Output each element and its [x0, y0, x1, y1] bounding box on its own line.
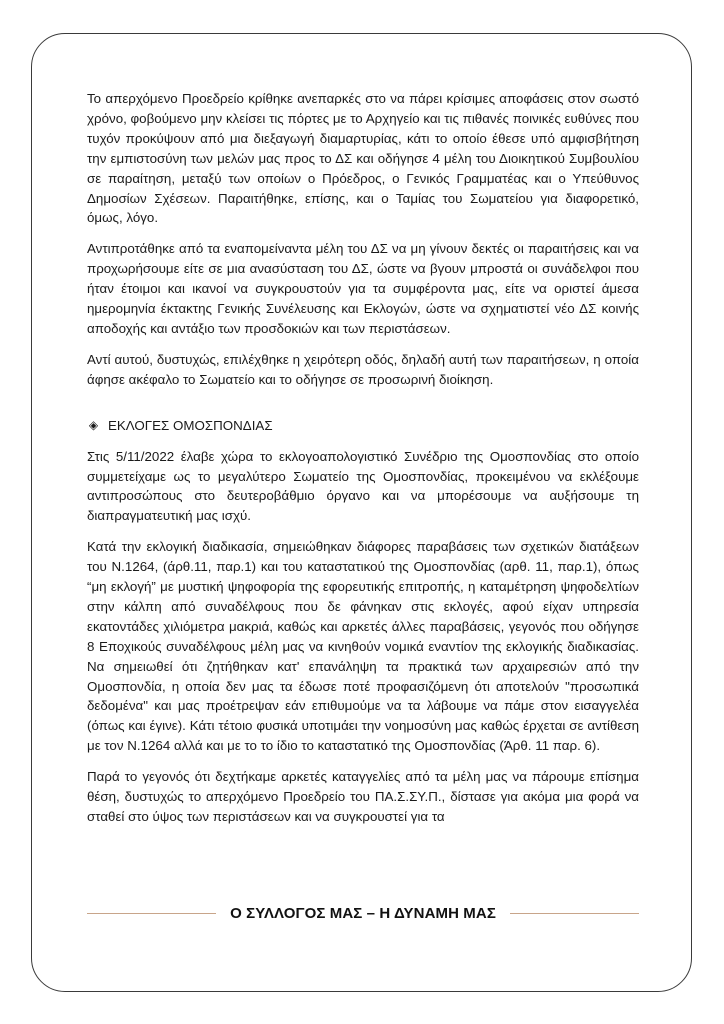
footer-slogan: Ο ΣΥΛΛΟΓΟΣ ΜΑΣ – Η ΔΥΝΑΜΗ ΜΑΣ: [230, 904, 496, 922]
footer-rule-right: [510, 913, 639, 914]
page-footer: [87, 902, 639, 924]
body-paragraph: Αντί αυτού, δυστυχώς, επιλέχθηκε η χειρότερη οδός, δηλαδή αυτή των παραιτήσεων, η οποία άφησε ακέφαλο το Σωματείο και το οδήγησε σε προσωρινή διοίκηση.: [87, 351, 639, 387]
section-heading-text: ΕΚΛΟΓΕΣ ΟΜΟΣΠΟΝΔΙΑΣ: [108, 417, 273, 433]
section-heading: [87, 416, 639, 436]
footer-rule-left: [87, 913, 216, 914]
diamond-bullet-icon: ◈: [88, 417, 99, 432]
body-paragraph: Κατά την εκλογική διαδικασία, σημειώθηκαν διάφορες παραβάσεις των σχετικών διατάξεων του Ν.1264, (άρθ.11, παρ.1) και του καταστατικού της Ομοσπονδίας (αρθ. 11, παρ.1), όπως “μη εκλογή” με μυστική ψηφοφορία της εφορευτικής επιτροπής, η καταμέτρηση ψηφοδελτίων στην κάλπη από συναδέλφους που δε φάνηκαν στις εκλογές, αφού είχαν υπηρεσία εκατοντάδες χιλιόμετρα μακριά, καθώς και αρκετές άλλες παραβάσεις, γεγονός που οδήγησε 8 Εποχικούς συναδέλφους μέλη μας να κινηθούν νομικά εναντίον της εκλογικής διαδικασίας. Να σημειωθεί ότι ζητήθηκαν κατ' επανάληψη τα πρακτικά των αρχαιρεσιών από την Ομοσπονδία, η οποία δεν μας τα έδωσε ποτέ προφασιζόμενη ότι αποτελούν "προσωπικά δεδομένα" και μας προέτρεψαν εάν επιθυμούμε να τα λάβουμε να πάμε στον εισαγγελέα (όπως και έγινε). Κάτι τέτοιο φυσικά υποτιμάει την νοημοσύνη μας καθώς έρχεται σε αντίθεση με τον Ν.1264 αλλά και με το το ίδιο το καταστατικό της Ομοσπονδίας (Άρθ. 11 παρ. 6).: [87, 539, 639, 754]
body-paragraph: Αντιπροτάθηκε από τα εναπομείναντα μέλη του ΔΣ να μη γίνουν δεκτές οι παραιτήσεις και να προχωρήσουμε είτε σε μια ανασύσταση του ΔΣ, ώστε να βγουν μπροστά οι συνάδελφοι που ήταν έτοιμοι και ικανοί να συγκρουστούν για τα συμφέροντα μας, είτε να οριστεί άμεσα ημερομηνία έκτακτης Γενικής Συνέλευσης και Εκλογών, ώστε να σχηματιστεί νέο ΔΣ κοινής αποδοχής και αντάξιο των προσδοκιών και των περιστάσεων.: [87, 241, 639, 336]
body-paragraph: Το απερχόμενο Προεδρείο κρίθηκε ανεπαρκές στο να πάρει κρίσιμες αποφάσεις στον σωστό χρόνο, φοβούμενο μην κλείσει τις πόρτες με το Αρχηγείο και τις πιθανές ποινικές ευθύνες που τυχόν προκύψουν από μια διεξαγωγή διαμαρτυρίας, κάτι το οποίο έθεσε υπό αμφισβήτηση την εμπιστοσύνη των μελών μας προς το ΔΣ και οδήγησε 4 μέλη του Διοικητικού Συμβουλίου σε παραίτηση, μεταξύ των οποίων ο Πρόεδρος, ο Γενικός Γραμματέας και ο Υπεύθυνος Δημοσίων Σχέσεων. Παραιτήθηκε, επίσης, και ο Ταμίας του Σωματείου για διαφορετικό, όμως, λόγο.: [87, 91, 639, 226]
body-paragraph: Παρά το γεγονός ότι δεχτήκαμε αρκετές καταγγελίες από τα μέλη μας να πάρουμε επίσημα θέση, δυστυχώς το απερχόμενο Προεδρείο του ΠΑ.Σ.ΣΥ.Π., δίστασε για ακόμα μια φορά να σταθεί στο ύψος των περιστάσεων και να συγκρουστεί για τα: [87, 769, 639, 824]
body-paragraph: Στις 5/11/2022 έλαβε χώρα το εκλογοαπολογιστικό Συνέδριο της Ομοσπονδίας στο οποίο συμμετείχαμε ως το μεγαλύτερο Σωματείο της Ομοσπονδίας, προκειμένου να εκλέξουμε αντιπροσώπους στο δευτεροβάθμιο όργανο και να μπορέσουμε να αυξήσουμε τη διαπραγματευτική μας ισχύ.: [87, 448, 639, 524]
page-content: [87, 89, 639, 838]
